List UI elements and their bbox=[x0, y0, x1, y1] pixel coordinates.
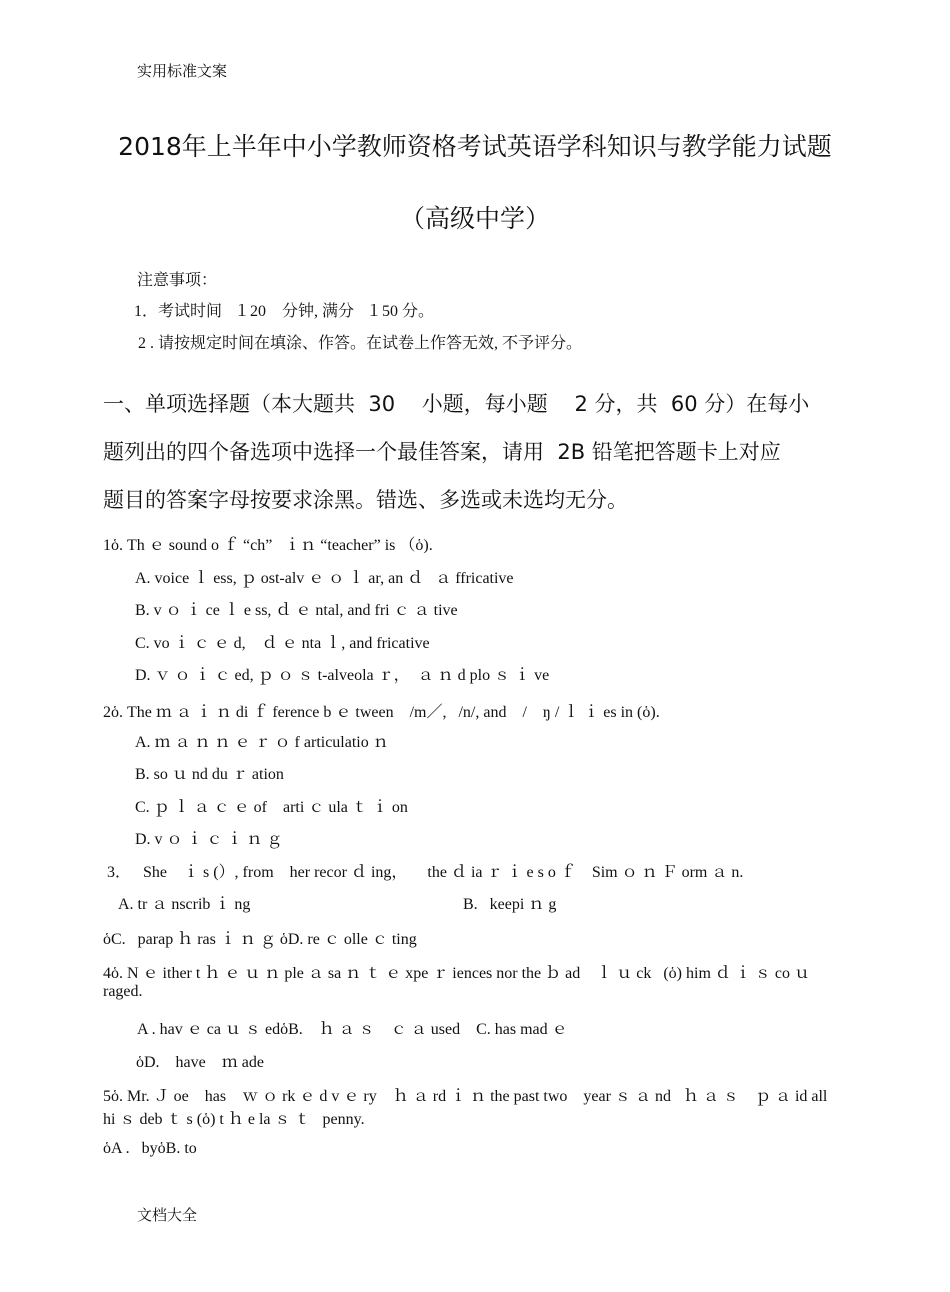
question-1-stem: 1ὁ. Th ｅ sound o ｆ “ch” ｉｎ “teacher” is （ὁ). bbox=[103, 537, 433, 554]
page-header: 实用标准文案 bbox=[137, 64, 228, 80]
question-3-option-b: B. keepi ｎ g bbox=[463, 896, 557, 913]
section-1-instruction-line-2: 题列出的四个备选项中选择一个最佳答案，请用 2B 铅笔把答题卡上对应 bbox=[103, 440, 781, 464]
question-2-option-c: C. ｐ ｌ ａ ｃ ｅ of arti ｃ ula ｔ ｉ on bbox=[135, 799, 408, 816]
question-2-stem: 2ὁ. The ｍ ａ ｉ ｎ di ｆ ference b ｅ tween /m／, /n/, and / ŋ / ｌ ｉ es in (ὁ). bbox=[103, 704, 660, 721]
question-5-stem-line-1: 5ὁ. Mr. Ｊ oe has ｗ ｏ rk ｅ d v ｅ ry ｈ ａ rd ｉ ｎ the past two year ｓ ａ nd ｈ ａ ｓ ｐ ａ id all bbox=[103, 1088, 828, 1105]
question-4-options-a-b-c: A . hav ｅ ca ｕ ｓ edὁB. ｈ ａ ｓ ｃ ａ used C. has mad ｅ bbox=[137, 1021, 568, 1038]
question-5-stem-line-2: hi ｓ deb ｔ s (ὁ) t ｈ e la ｓ ｔ penny. bbox=[103, 1111, 365, 1128]
question-4-option-d: ὁD. have ｍ ade bbox=[136, 1054, 264, 1071]
question-1-option-a: A. voice ｌ ess, ｐ ost-alv ｅ ｏ ｌ ar, an ｄ ａ ffricative bbox=[135, 570, 514, 587]
question-1-option-b: B. v ｏ ｉ ce ｌ e ss, ｄ ｅ ntal, and fri ｃ ａ tive bbox=[135, 602, 458, 619]
question-3-option-a: A. tr ａ nscrib ｉ ng bbox=[118, 896, 251, 913]
question-1-option-c: C. vo ｉ ｃ ｅ d, ｄ ｅ nta ｌ, and fricative bbox=[135, 635, 430, 652]
question-2-option-b: B. so ｕ nd du ｒ ation bbox=[135, 766, 284, 783]
notes-item-2: 2 . 请按规定时间在填涂、作答。在试卷上作答无效, 不予评分。 bbox=[134, 335, 583, 352]
question-5-options-a-b: ὁA . byὁB. to bbox=[103, 1140, 197, 1157]
page-footer: 文档大全 bbox=[137, 1208, 198, 1224]
exam-title: 2018年上半年中小学教师资格考试英语学科知识与教学能力试题 bbox=[118, 132, 832, 161]
exam-subtitle: （高级中学） bbox=[399, 204, 550, 233]
question-3-stem: 3． She ｉ s (）, from her recor ｄ ing， the ｄ ia ｒ ｉ e s o ｆ Sim ｏ ｎ Ｆ orm ａ n. bbox=[103, 864, 744, 881]
question-2-option-d: D. v ｏ ｉ ｃ ｉ ｎ ｇ bbox=[135, 831, 283, 848]
question-1-option-d: D. ｖ ｏ ｉ ｃ ed, ｐ ｏ ｓ t-alveola ｒ， ａ ｎ d plo ｓ ｉ ve bbox=[135, 667, 550, 684]
question-2-option-a: A. ｍ ａ ｎ ｎ ｅ ｒ ｏ f articulatio ｎ bbox=[135, 734, 389, 751]
section-1-instruction-line-3: 题目的答案字母按要求涂黑。错选、多选或未选均无分。 bbox=[103, 488, 628, 512]
question-4-stem-line-2: raged. bbox=[103, 983, 143, 1000]
notes-item-1: 1．考试时间 １20 分钟, 满分 １50 分。 bbox=[134, 303, 435, 320]
notes-heading: 注意事项： bbox=[137, 272, 218, 289]
question-3-options-c-d: ὁC. parap ｈ ras ｉ ｎ ｇ ὁD. re ｃ olle ｃ ting bbox=[103, 931, 417, 948]
section-1-instruction-line-1: 一、单项选择题（本大题共 30 小题，每小题 2 分，共 60 分）在每小 bbox=[103, 392, 810, 416]
question-4-stem-line-1: 4ὁ. N ｅ ither t ｈ ｅ ｕ ｎ ple ａ sa ｎ ｔ ｅ xpe ｒ iences nor the ｂ ad ｌ ｕ ck (ὁ) him ｄ ｉ ｓ co ｕ bbox=[103, 965, 811, 982]
